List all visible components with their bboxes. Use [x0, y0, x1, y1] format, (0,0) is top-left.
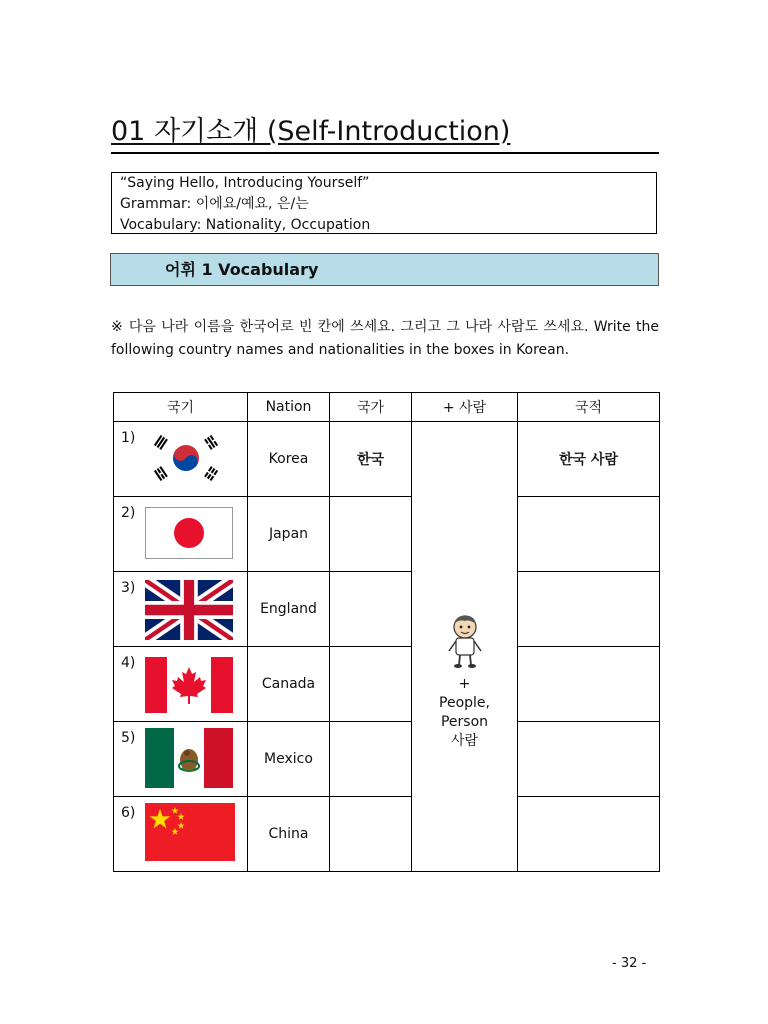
nation-cell: Canada	[248, 647, 330, 722]
page-title: 01 자기소개 (Self-Introduction)	[111, 112, 659, 154]
person-label-korean: 사람	[450, 732, 479, 749]
table-row	[114, 647, 660, 722]
country-korean-cell[interactable]	[330, 647, 412, 722]
section-heading: 어휘 1 Vocabulary	[110, 253, 659, 286]
person-cartoon-icon	[441, 613, 489, 669]
page-number: - 32 -	[612, 956, 647, 971]
flag-cell	[114, 497, 248, 572]
country-korean-cell[interactable]	[330, 722, 412, 797]
nationality-cell[interactable]	[518, 797, 660, 872]
nation-cell: Korea	[248, 422, 330, 497]
nationality-cell[interactable]: 한국 사람	[518, 422, 660, 497]
row-number: 1)	[121, 430, 136, 446]
row-number: 2)	[121, 505, 136, 521]
uk-flag-icon	[145, 580, 233, 640]
nation-cell: England	[248, 572, 330, 647]
lesson-vocabulary: Vocabulary: Nationality, Occupation	[120, 217, 371, 233]
table-header-row	[114, 393, 660, 422]
instruction-text: ※ 다음 나라 이름을 한국어로 빈 칸에 쓰세요. 그리고 그 나라 사람도 쓰세요. Write the following country names and nationalities in the boxes in Korean.	[111, 319, 659, 358]
korea-flag-icon	[145, 432, 227, 484]
flag-cell	[114, 647, 248, 722]
nationality-cell[interactable]	[518, 497, 660, 572]
row-number: 4)	[121, 655, 136, 671]
header-country-korean: 국가	[330, 393, 412, 422]
flag-cell	[114, 797, 248, 872]
flag-cell	[114, 422, 248, 497]
table-row	[114, 722, 660, 797]
nationality-cell[interactable]	[518, 647, 660, 722]
nation-cell: Mexico	[248, 722, 330, 797]
header-flag: 국기	[114, 393, 248, 422]
japan-flag-icon	[145, 507, 233, 559]
country-korean-cell[interactable]	[330, 497, 412, 572]
flag-cell	[114, 572, 248, 647]
lesson-info-box	[111, 172, 657, 234]
vocabulary-table	[113, 392, 660, 872]
table-row	[114, 497, 660, 572]
nation-cell: China	[248, 797, 330, 872]
header-nationality: 국적	[518, 393, 660, 422]
lesson-grammar: Grammar: 이에요/예요, 은/는	[120, 196, 309, 212]
person-label-people: People,	[439, 694, 490, 711]
mexico-flag-icon	[145, 728, 233, 788]
table-row	[114, 572, 660, 647]
header-plus-person: + 사람	[412, 393, 518, 422]
header-nation: Nation	[248, 393, 330, 422]
flag-cell	[114, 722, 248, 797]
nationality-cell[interactable]	[518, 722, 660, 797]
row-number: 6)	[121, 805, 136, 821]
row-number: 3)	[121, 580, 136, 596]
table-row	[114, 422, 660, 497]
plus-person-cell	[412, 422, 518, 872]
table-row	[114, 797, 660, 872]
nationality-cell[interactable]	[518, 572, 660, 647]
country-korean-cell[interactable]	[330, 797, 412, 872]
lesson-theme: “Saying Hello, Introducing Yourself”	[120, 175, 370, 191]
person-label-person: Person	[440, 713, 489, 730]
canada-flag-icon	[145, 657, 233, 713]
country-korean-cell[interactable]: 한국	[330, 422, 412, 497]
country-korean-cell[interactable]	[330, 572, 412, 647]
person-plus: +	[458, 675, 471, 692]
nation-cell: Japan	[248, 497, 330, 572]
row-number: 5)	[121, 730, 136, 746]
china-flag-icon	[145, 803, 235, 861]
